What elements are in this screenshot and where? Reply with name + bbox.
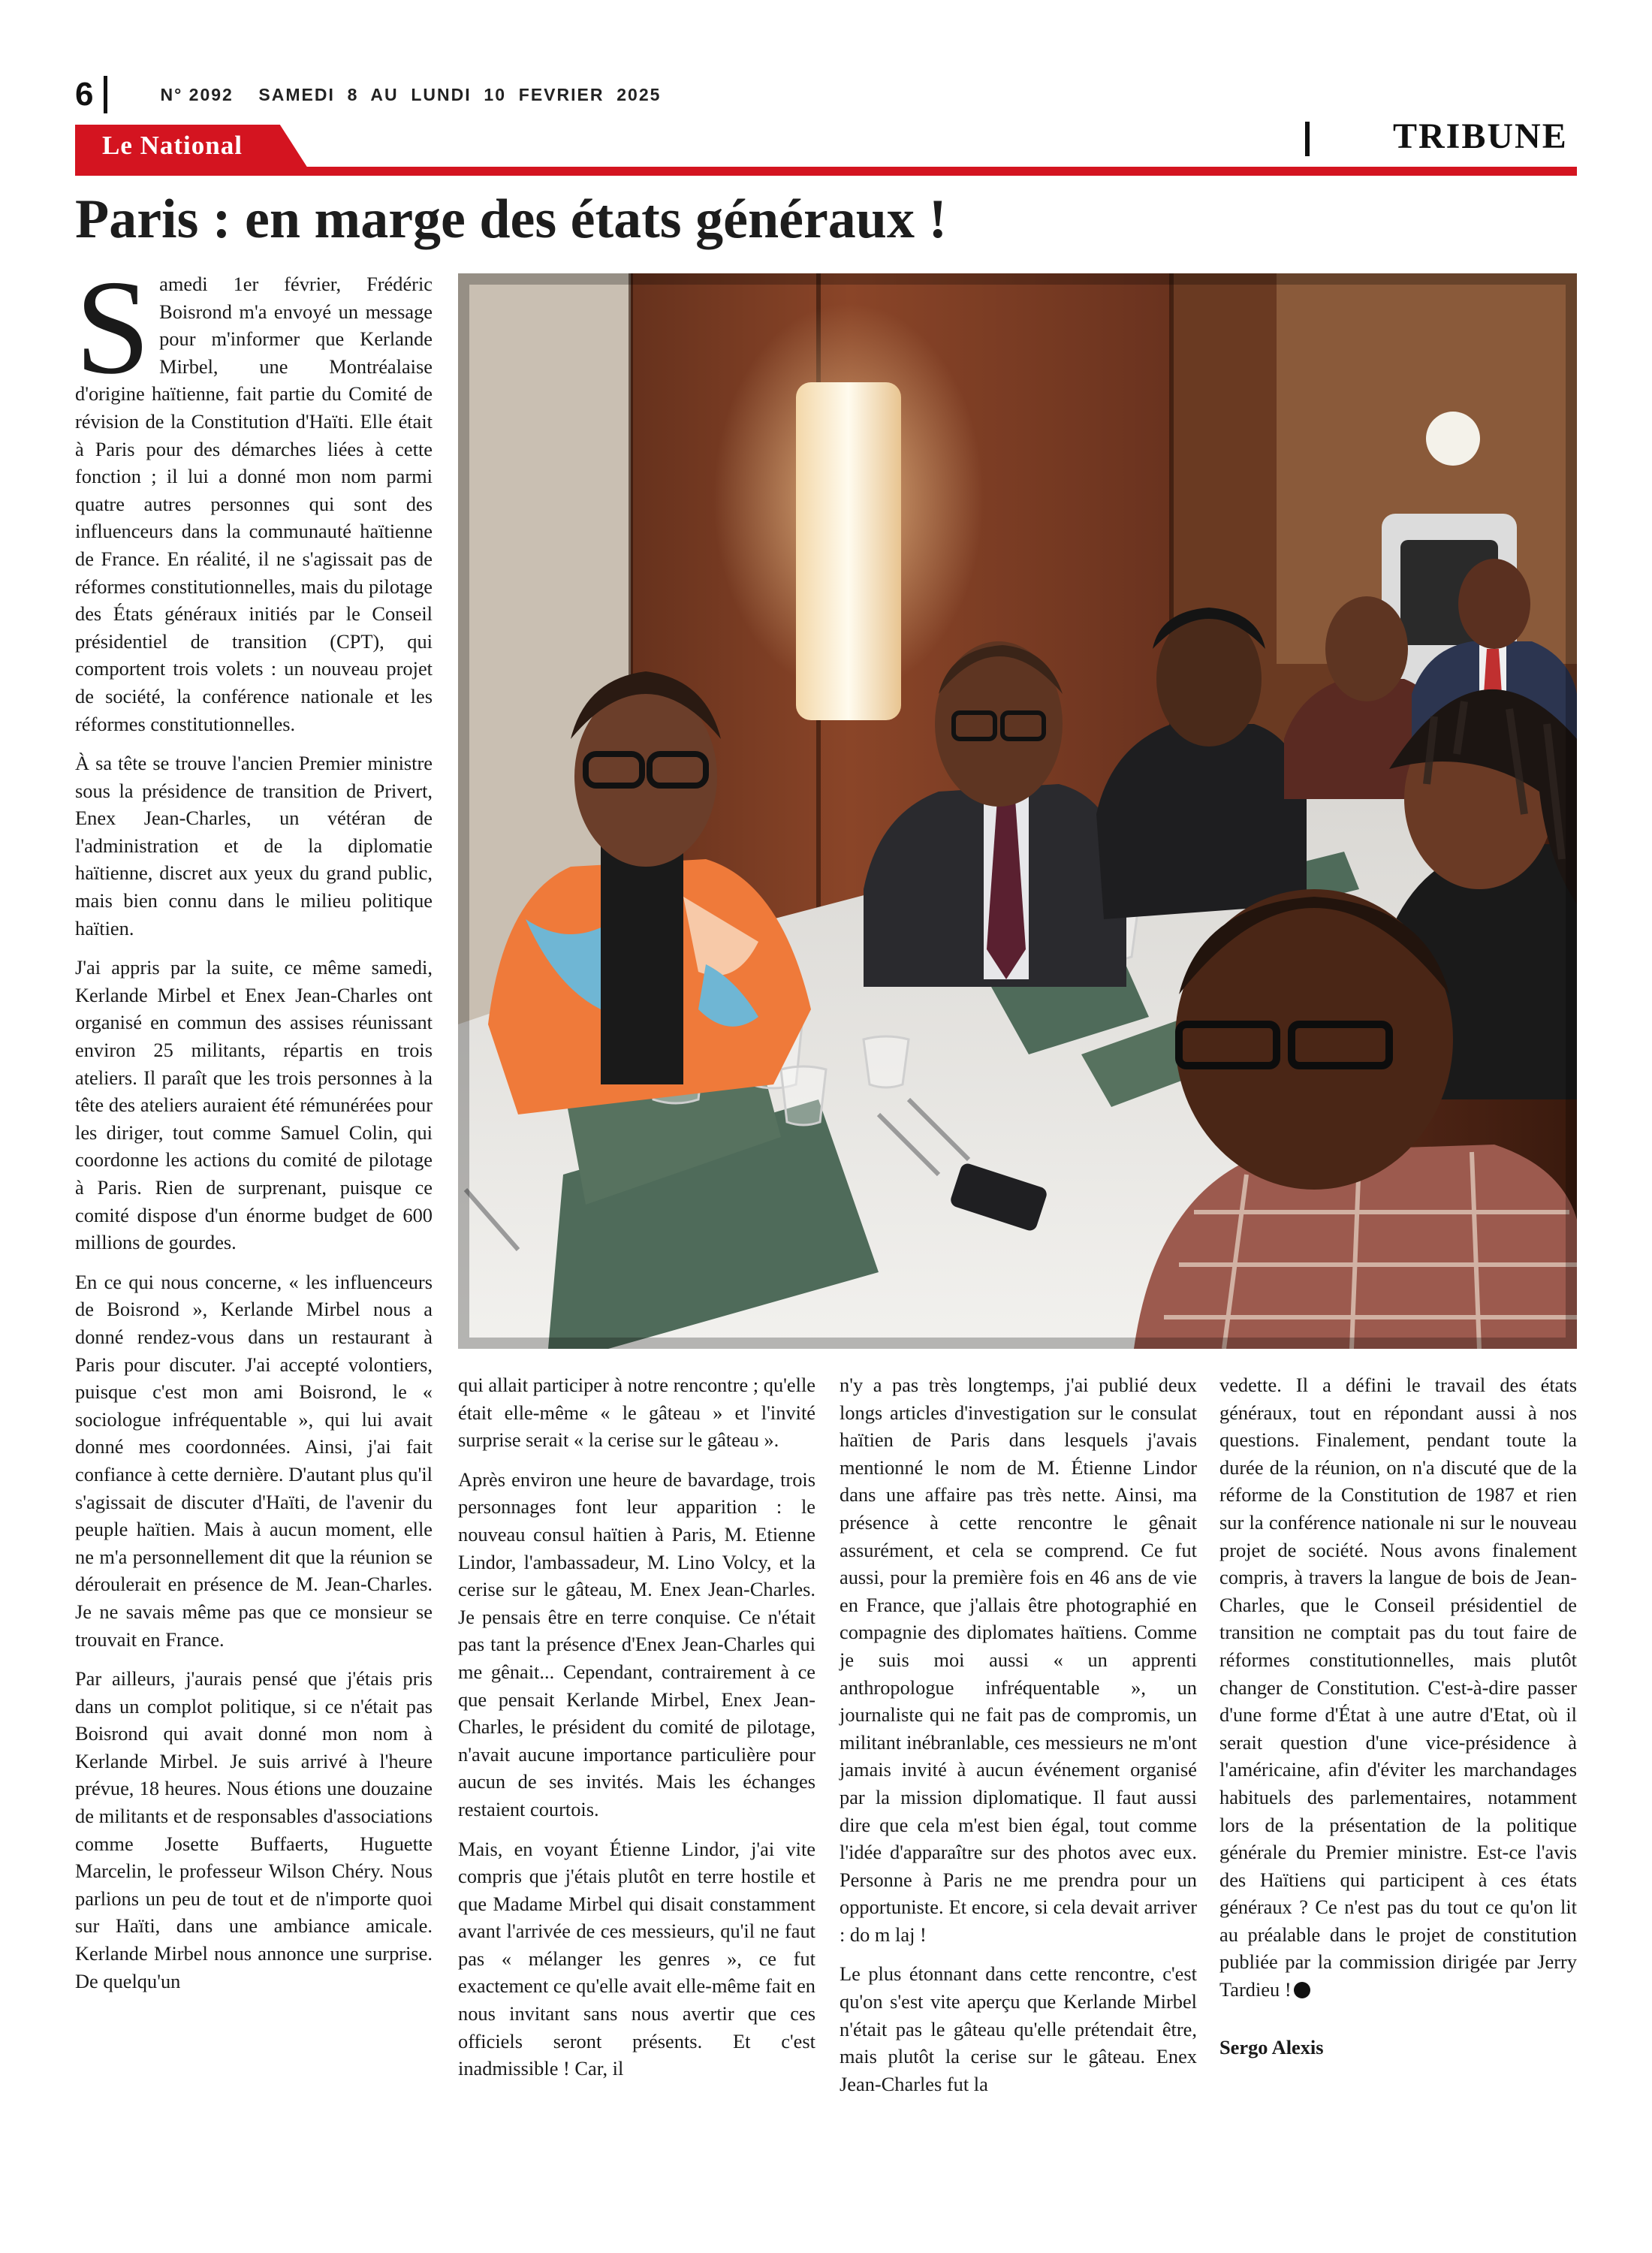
article-column-3 [840,1371,1197,2110]
article-paragraph: Le plus étonnant dans cette rencontre, c'est qu'on s'est vite aperçu que Kerlande Mirbel n'était pas le gâteau qu'elle prétendait être, mais plutôt la cerise sur le gâteau. Enex Jean-Charles fut la [840,1962,1197,2095]
newspaper-brand: Le National [102,131,243,160]
article-paragraph: Après environ une heure de bavardage, trois personnages font leur apparition : le nouveau consul haïtien à Paris, M. Etienne Lindor, l'ambassadeur, M. Lino Volcy, et la cerise sur le gâteau, M. Enex Jean-Charles. Je pensais être en terre conquise. Ce n'était pas tant la présence d'Enex Jean-Charles qui me gênait... Cependant, contrairement à ce que pensait Kerlande Mirbel, Enex Jean-Charles, le président du comité de pilotage, n'avait aucune importance particulière pour aucun de ses invités. Mais les échanges restaient courtois. [458,1467,815,1820]
header-red-rule [75,167,1577,176]
article-paragraph: Mais, en voyant Étienne Lindor, j'ai vite compris que j'étais plutôt en terre hostile et que Madame Mirbel qui disait constamment avant l'arrivée de ces messieurs, qu'il ne faut pas « mélanger les genres », ce fut exactement ce qu'elle avait elle-même fait en nous invitant sans nous avertir que ces officiels seront présents. Et c'est inadmissible ! Car, il [458,1837,815,2080]
article-column-4 [1219,1371,1577,2073]
article-paragraph: À sa tête se trouve l'ancien Premier ministre sous la présidence de transition de Privert, Enex Jean-Charles, un vétéran de l'administration et de la diplomatie haïtienne, discret aux yeux du grand public, mais bien connu dans le milieu politique haïtien. [75,752,433,940]
article-paragraph: J'ai appris par la suite, ce même samedi, Kerlande Mirbel et Enex Jean-Charles ont organisé en commun des assises réunissant environ 25 militants, répartis en trois ateliers. Il paraît que les trois personnes à la tête des ateliers auraient été rémunérées pour les diriger, tout comme Samuel Colin, qui coordonne les actions du comité de pilotage à Paris. Rien de surprenant, puisque ce comité dispose d'un énorme budget de 600 millions de gourdes. [75,956,433,1254]
meeting-photo-illustration [458,273,1577,1349]
article-column-1 [75,252,433,2007]
meeting-photo [458,273,1577,1349]
article-paragraph: qui allait participer à notre rencontre ; qu'elle était elle-même « le gâteau » et l'invité surprise serait « la cerise sur le gâteau ». [458,1374,815,1452]
drop-cap: S [75,252,151,402]
studio-light-icon [1426,412,1480,466]
wall-lamp-icon [796,382,901,720]
article-paragraph: n'y a pas très longtemps, j'ai publié deux longs articles d'investigation sur le consulat haïtien de Paris dans lesquels j'avais mentionné le nom de M. Étienne Lindor dans une affaire pas très nette. Ainsi, ma présence à cette rencontre le gênait assurément, et cela se comprend. Ce fut aussi, pour la première fois en 46 ans de vie en France, que j'allais être photographié en compagnie des diplomates haïtiens. Comme je suis moi aussi « un apprenti anthropologue infréquentable », un journaliste qui ne fait pas de compromis, un militant inébranlable, ces messieurs ne m'ont jamais invité à aucun événement organisé par la mission diplomatique. Il faut aussi dire que cela m'est bien égal, tout comme l'idée d'apparaître sur des photos avec eux. Personne à Paris ne me prendra pour un opportuniste. Et encore, si cela devait arriver : do m laj ! [840,1374,1197,1946]
page-number-divider [104,76,107,113]
article-paragraph: En ce qui nous concerne, « les influenceurs de Boisrond », Kerlande Mirbel nous a donné rendez-vous dans un restaurant à Paris pour discuter. J'ai accepté volontiers, puisque c'est mon ami Boisrond, le « sociologue infréquentable », qui lui avait donné mes coordonnées. Ainsi, j'ai fait confiance à cette dernière. D'autant plus qu'il s'agissait de discuter d'Haïti, de l'avenir du peuple haïtien. Mais à aucun moment, elle ne m'a personnellement dit que la réunion se déroulerait en présence de M. Jean-Charles. Je ne savais même pas que ce monsieur se trouvait en France. [75,1270,433,1651]
paragraph-text: amedi 1er février, Frédéric Boisrond m'a envoyé un message pour m'informer que Kerlande Mirbel, une Montréalaise d'origine haïtienne, fait partie du Comité de révision de la Constitution d'Haïti. Elle était à Paris pour des démarches liées à cette fonction ; il lui a donné mon nom parmi quatre autres personnes qui sont des influenceurs dans la communauté haïtienne de France. En réalité, il ne s'agissait pas de réformes constitutionnelles, mais du pilotage des États généraux initiés par le Conseil présidentiel de transition (CPT), qui comportent trois volets : un nouveau projet de société, la conférence nationale et les réformes constitutionnelles. [75,273,433,735]
article-headline: Paris : en marge des états généraux ! [75,189,948,250]
section-divider [1305,122,1310,156]
article-byline: Sergo Alexis [1219,2035,1324,2058]
paragraph-text: vedette. Il a défini le travail des états généraux, tout en répondant aussi à nos questions. Finalement, pendant toute la durée de la réunion, on n'a discuté que de la réforme de la Constitution de 1987 et rien sur la conférence nationale ni sur le nouveau projet de société. Nous avons finalement compris, à travers la langue de bois de Jean-Charles, que le Conseil présidentiel de transition ne comptait pas du tout faire de réformes constitutionnelles, mais plutôt changer de Constitution. C'est-à-dire passer d'une forme d'État à une autre d'Etat, où il serait question d'une vice-présidence à l'américaine, afin d'éviter les marchandages habituels des parlementaires, notamment lors de la présentation de la politique générale du Premier ministre. Est-ce l'avis des Haïtiens qui participent à ces états généraux ? Ce n'est pas du tout ce qu'on lit au préalable dans le projet de constitution publiée par la commission dirigée par Jerry Tardieu ! [1219,1374,1577,2001]
article-paragraph [1219,1371,1577,2004]
end-of-article-icon [1294,1982,1310,1998]
article-paragraph [75,252,433,737]
issue-date-line: N° 2092 SAMEDI 8 AU LUNDI 10 FEVRIER 2025 [160,84,662,104]
page-number: 6 [75,76,94,113]
article-column-2 [458,1371,815,2095]
section-label: TRIBUNE [1393,116,1568,156]
article-paragraph: Par ailleurs, j'aurais pensé que j'étais pris dans un complot politique, si ce n'était pas Boisrond qui avait donné mon nom à Kerlande Mirbel. Je suis arrivé à l'heure prévue, 18 heures. Nous étions une douzaine de militants et de responsables d'associations comme Josette Buffaerts, Huguette Marcelin, le professeur Wilson Chéry. Nous parlions un peu de tout et de n'importe quoi sur Haïti, dans une ambiance amicale. Kerlande Mirbel nous annonce une surprise. De quelqu'un [75,1667,433,1992]
page-header [75,72,661,117]
